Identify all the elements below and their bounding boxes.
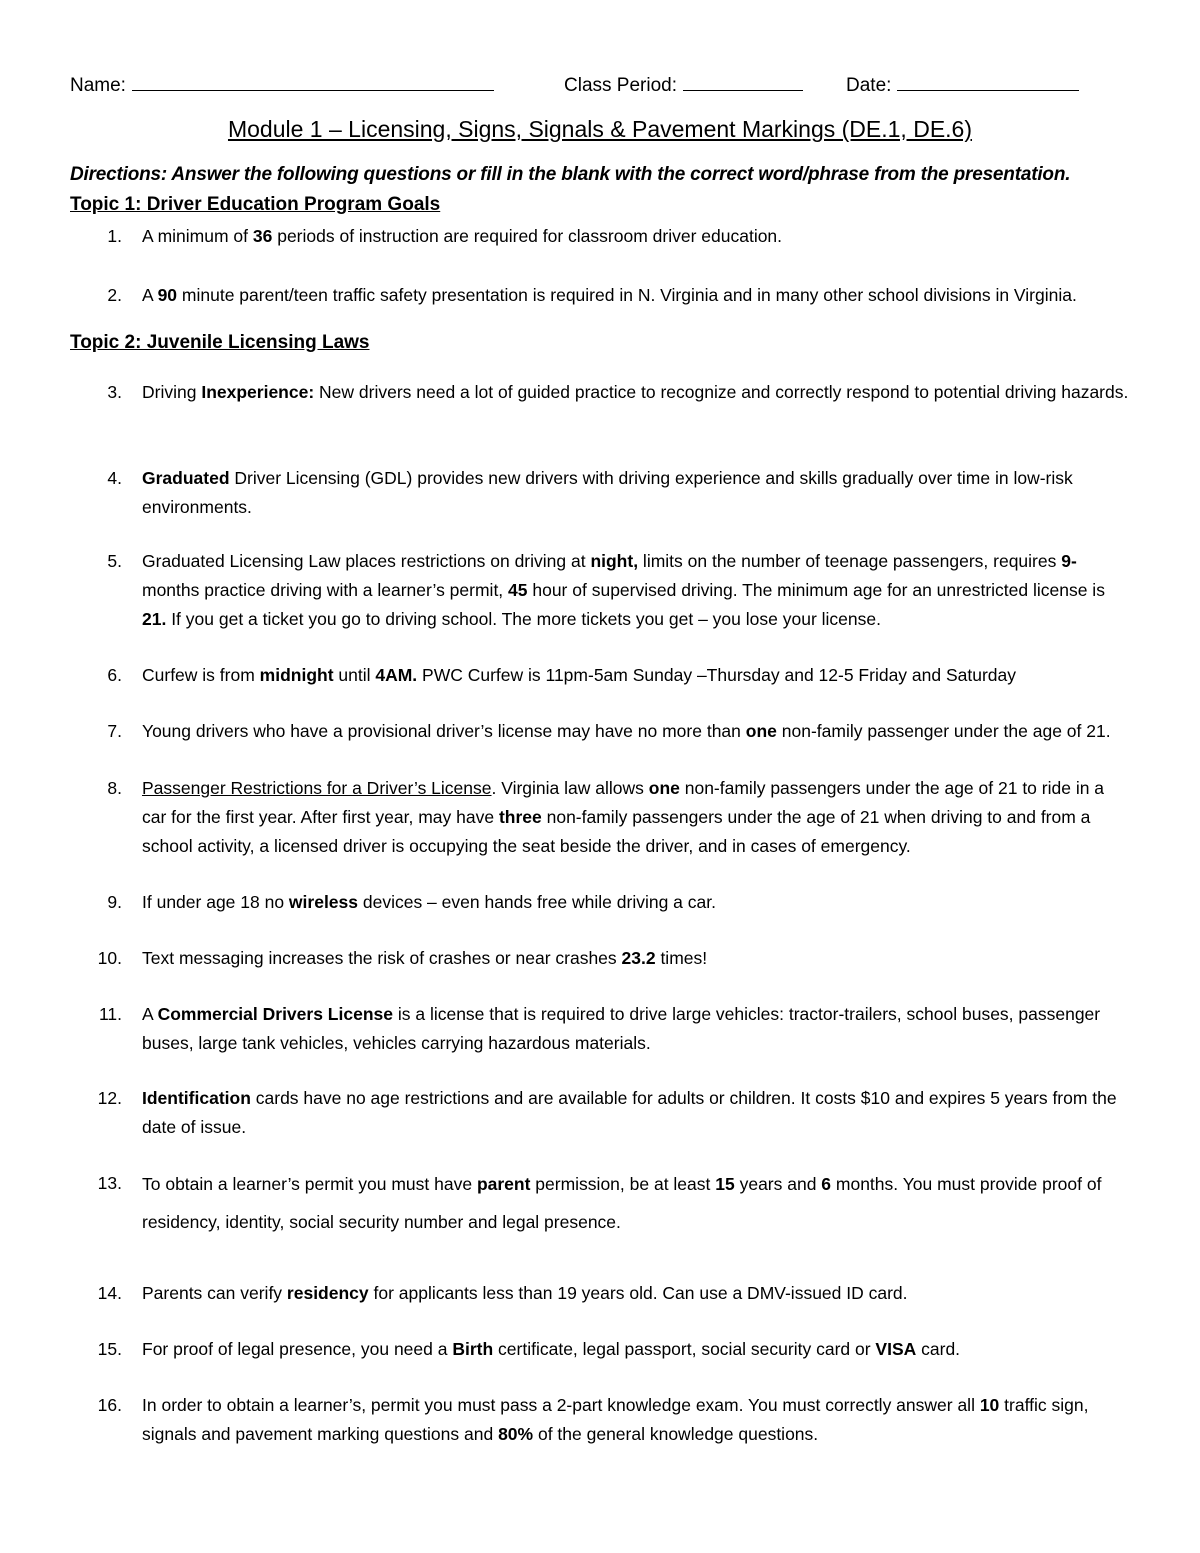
answer: 6 [821, 1174, 832, 1194]
question-number: 16. [97, 1395, 122, 1415]
question-text: Young drivers who have a provisional driver’s license may have no more than one non-family passenger under the age of 21. [142, 721, 1111, 741]
class-period-field [564, 72, 803, 97]
answer: 9- [1061, 551, 1077, 571]
question-number: 12. [97, 1088, 122, 1108]
question-text: Graduated Driver Licensing (GDL) provides new drivers with driving experience and skills gradually over time in low-risk environments. [142, 468, 1073, 517]
directions: Directions: Answer the following questions or fill in the blank with the correct word/phrase from the presentation. [70, 164, 1071, 185]
answer: three [498, 807, 542, 827]
question-text: Text messaging increases the risk of crashes or near crashes 23.2 times! [142, 948, 708, 968]
question-number: 7. [107, 721, 122, 741]
answer: midnight [259, 665, 334, 685]
name-label: Name: [70, 75, 126, 96]
answer: parent [476, 1174, 531, 1194]
answer: 36 [252, 226, 273, 246]
underlined-term: Passenger Restrictions for a Driver’s License [142, 778, 492, 798]
answer: 15 [715, 1174, 735, 1194]
answer: VISA [875, 1339, 917, 1359]
answer: 80% [498, 1424, 534, 1444]
date-field [846, 72, 1079, 97]
answer: one [648, 778, 680, 798]
question-number: 5. [107, 551, 122, 571]
name-field [70, 72, 494, 97]
question-number: 14. [97, 1283, 122, 1303]
question-text: In order to obtain a learner’s, permit you must pass a 2-part knowledge exam. You must correctly answer all 10 traffic sign, signals and pavement marking questions and 80% of the general knowledge questions. [142, 1395, 1089, 1444]
answer: Commercial Drivers License [157, 1004, 393, 1024]
header-row [70, 72, 1130, 100]
question-text: To obtain a learner’s permit you must have parent permission, be at least 15 years and 6 months. You must provide proof of residency, identity, social security number and legal presence. [142, 1174, 1102, 1232]
answer: Graduated [142, 468, 230, 488]
answer: one [745, 721, 777, 741]
answer: 4AM. [375, 665, 418, 685]
question-number: 11. [98, 1004, 122, 1024]
question-number: 2. [107, 285, 122, 305]
question-text: Passenger Restrictions for a Driver’s License. Virginia law allows one non-family passengers under the age of 21 to ride in a car for the first year. After first year, may have three non-family passengers under the age of 21 when driving to and from a school activity, a licensed driver is occupying the seat beside the driver, and in cases of emergency. [142, 778, 1105, 856]
question-number: 4. [107, 468, 122, 488]
answer: Inexperience: [201, 382, 315, 402]
question-number: 1. [107, 226, 122, 246]
answer: night, [590, 551, 639, 571]
class-period-label: Class Period: [564, 75, 677, 96]
answer: 21. [142, 609, 167, 629]
topic-1-heading: Topic 1: Driver Education Program Goals [70, 194, 441, 215]
question-number: 9. [107, 892, 122, 912]
question-text: A Commercial Drivers License is a license that is required to drive large vehicles: tractor-trailers, school buses, passenger buses, large tank vehicles, vehicles carrying hazardous materials. [142, 1004, 1101, 1053]
question-number: 3. [107, 382, 122, 402]
question-text: Curfew is from midnight until 4AM. PWC Curfew is 11pm-5am Sunday –Thursday and 12-5 Friday and Saturday [142, 665, 1017, 685]
question-text: For proof of legal presence, you need a Birth certificate, legal passport, social security card or VISA card. [142, 1339, 961, 1359]
answer: 45 [508, 580, 528, 600]
question-number: 8. [107, 778, 122, 798]
answer: 10 [979, 1395, 1000, 1415]
question-number: 13. [97, 1173, 122, 1193]
question-text: Graduated Licensing Law places restrictions on driving at night, limits on the number of teenage passengers, requires 9- months practice driving with a learner’s permit, 45 hour of supervised driving. The minimum age for an unrestricted license is 21. If you get a ticket you go to driving school. The more tickets you get – you lose your license. [142, 551, 1105, 629]
answer: Identification [142, 1088, 251, 1108]
answer: wireless [288, 892, 358, 912]
answer: Birth [452, 1339, 494, 1359]
topic-2-heading: Topic 2: Juvenile Licensing Laws [70, 332, 370, 353]
question-text: Parents can verify residency for applicants less than 19 years old. Can use a DMV-issued ID card. [142, 1283, 908, 1303]
date-label: Date: [846, 75, 892, 96]
name-blank[interactable] [132, 72, 494, 91]
date-blank[interactable] [897, 72, 1079, 91]
question-text: A minimum of 36 periods of instruction are required for classroom driver education. [142, 226, 783, 246]
question-number: 6. [107, 665, 122, 685]
answer: 90 [157, 285, 178, 305]
question-number: 15. [97, 1339, 122, 1359]
page-title: Module 1 – Licensing, Signs, Signals & Pavement Markings (DE.1, DE.6) [227, 116, 973, 142]
class-period-blank[interactable] [683, 72, 803, 91]
answer: 23.2 [621, 948, 656, 968]
question-text: A 90 minute parent/teen traffic safety presentation is required in N. Virginia and in many other school divisions in Virginia. [142, 285, 1077, 305]
question-text: If under age 18 no wireless devices – even hands free while driving a car. [142, 892, 716, 912]
question-number: 10. [97, 948, 122, 968]
question-text: Identification cards have no age restrictions and are available for adults or children. It costs $10 and expires 5 years from the date of issue. [142, 1088, 1117, 1137]
question-text: Driving Inexperience: New drivers need a lot of guided practice to recognize and correctly respond to potential driving hazards. [142, 382, 1129, 402]
answer: residency [286, 1283, 369, 1303]
